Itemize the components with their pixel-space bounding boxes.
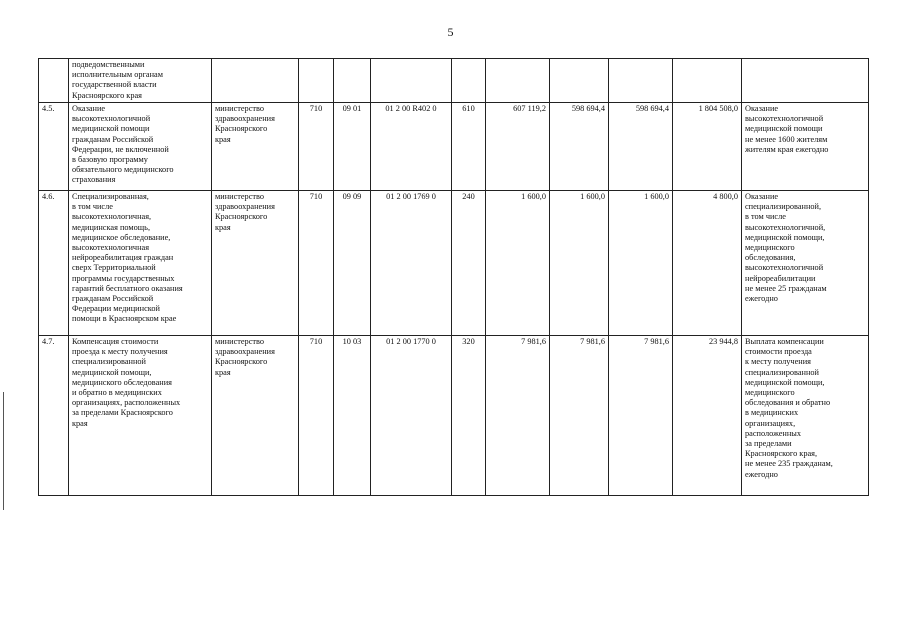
grbs-code-cell: [299, 59, 334, 103]
table-body: [39, 59, 869, 496]
page-number: 5: [447, 25, 454, 39]
table-row: [39, 336, 869, 496]
total-amount-cell: [673, 59, 742, 103]
table-row: [39, 59, 869, 103]
activity-name-cell: Специализированная, в том числе высокотехнологичная, медицинская помощь, медицинское обследование, высокотехнологичная нейрореабилитация граждан сверх Территориальной программы государственных гарантий бесплатного оказания гражданам Российской Федерации медицинской помощи в Красноярском крае: [69, 191, 212, 336]
target-article-cell: 01 2 00 1770 0: [371, 336, 452, 496]
year2-amount-cell: 7 981,6: [550, 336, 609, 496]
activity-name-cell: Оказание высокотехнологичной медицинской помощи гражданам Российской Федерации, не включенной в базовую программу обязательного медицинского страхования: [69, 103, 212, 191]
year1-amount-cell: 7 981,6: [486, 336, 550, 496]
year3-amount-cell: 1 600,0: [609, 191, 673, 336]
expected-result-cell: [742, 59, 869, 103]
row-number-cell: 4.7.: [39, 336, 69, 496]
year2-amount-cell: [550, 59, 609, 103]
row-number-cell: [39, 59, 69, 103]
executor-cell: министерство здравоохранения Красноярского края: [212, 191, 299, 336]
executor-cell: министерство здравоохранения Красноярского края: [212, 336, 299, 496]
year1-amount-cell: 607 119,2: [486, 103, 550, 191]
executor-cell: министерство здравоохранения Красноярского края: [212, 103, 299, 191]
target-article-cell: 01 2 00 R402 0: [371, 103, 452, 191]
section-code-cell: 09 09: [334, 191, 371, 336]
expense-type-cell: [452, 59, 486, 103]
total-amount-cell: 4 800,0: [673, 191, 742, 336]
total-amount-cell: 23 944,8: [673, 336, 742, 496]
section-code-cell: [334, 59, 371, 103]
expense-type-cell: 320: [452, 336, 486, 496]
budget-table: [38, 58, 869, 496]
year3-amount-cell: [609, 59, 673, 103]
expected-result-cell: Оказание специализированной, в том числе высокотехнологичной, медицинской помощи, медицинского обследования, высокотехнологичной нейрореабилитации не менее 25 гражданам ежегодно: [742, 191, 869, 336]
year3-amount-cell: 598 694,4: [609, 103, 673, 191]
total-amount-cell: 1 804 508,0: [673, 103, 742, 191]
table-row: [39, 103, 869, 191]
table-row: [39, 191, 869, 336]
expense-type-cell: 610: [452, 103, 486, 191]
grbs-code-cell: 710: [299, 103, 334, 191]
section-code-cell: 10 03: [334, 336, 371, 496]
expected-result-cell: Оказание высокотехнологичной медицинской помощи не менее 1600 жителям жителям края ежегодно: [742, 103, 869, 191]
row-number-cell: 4.6.: [39, 191, 69, 336]
row-number-cell: 4.5.: [39, 103, 69, 191]
year1-amount-cell: 1 600,0: [486, 191, 550, 336]
activity-name-cell: подведомственными исполнительным органам государственной власти Красноярского края: [69, 59, 212, 103]
year1-amount-cell: [486, 59, 550, 103]
grbs-code-cell: 710: [299, 336, 334, 496]
expense-type-cell: 240: [452, 191, 486, 336]
grbs-code-cell: 710: [299, 191, 334, 336]
year2-amount-cell: 1 600,0: [550, 191, 609, 336]
expected-result-cell: Выплата компенсации стоимости проезда к месту получения специализированной медицинской помощи, медицинского обследования и обратно в медицинских организациях, расположенных за пределами Красноярского края, не менее 235 гражданам, ежегодно: [742, 336, 869, 496]
margin-scan-line: [3, 392, 4, 510]
executor-cell: [212, 59, 299, 103]
activity-name-cell: Компенсация стоимости проезда к месту получения специализированной медицинской помощи, медицинского обследования и обратно в медицинских организациях, расположенных за пределами Красноярского края: [69, 336, 212, 496]
target-article-cell: [371, 59, 452, 103]
year3-amount-cell: 7 981,6: [609, 336, 673, 496]
target-article-cell: 01 2 00 1769 0: [371, 191, 452, 336]
section-code-cell: 09 01: [334, 103, 371, 191]
year2-amount-cell: 598 694,4: [550, 103, 609, 191]
